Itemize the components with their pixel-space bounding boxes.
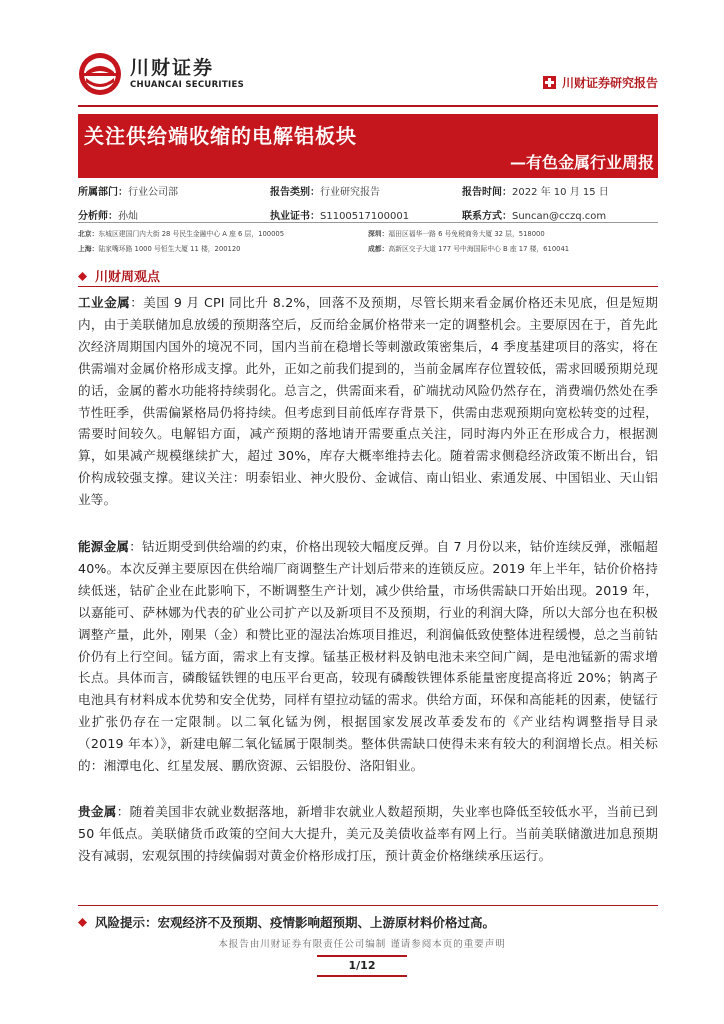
page-header xyxy=(78,48,658,100)
risk-divider xyxy=(78,905,658,906)
paragraph-precious-metals xyxy=(78,801,658,867)
address-chengdu xyxy=(368,243,569,253)
type-value: 行业研究报告 xyxy=(320,187,380,198)
analyst-field xyxy=(78,207,138,222)
cert-value: S1100517100001 xyxy=(320,211,410,222)
analyst-label: 分析师： xyxy=(78,211,118,222)
paragraph-text: ：美国 9 月 CPI 同比升 8.2%，回落不及预期，尽管长期来看金属价格还未见底，但是短期内，由于美联储加息放缓的预期落空后，反而给金属价格带来一定的调整机会。主要原因在于，首先此次经济周期国内国外的境况不同，国内当前在稳增长等刺激政策密集后，4 季度基建项目的落实，将在供需端对金属价格形成支撑。此外，正如之前我们提到的，当前金属库存位置较低，需求回暖预期兑现的话，金属的蓄水功能将持续弱化。总言之，供需面来看，矿端扰动风险仍然存在，消费端仍然处在季节性旺季，供需偏紧格局仍将持续。但考虑到目前低库存背景下，供需由悲观预期向宽松转变的过程，需要时间较久。电解铝方面，减产预期的落地请开需要重点关注，同时海内外正在形成合力，根据测算，如果减产规模继续扩大，超过 30%，库存大概率维持去化。随着需求侧稳经济政策不断出台，铝价构成较强支撑。建议关注：明泰铝业、神火股份、金诚信、南山铝业、索通发展、中国铝业、天山铝业等。 xyxy=(78,295,658,508)
address-shenzhen xyxy=(368,228,545,238)
report-subtitle: —有色金属行业周报 xyxy=(509,153,654,172)
risk-warning xyxy=(78,913,495,931)
address-shanghai xyxy=(78,243,241,253)
paragraph-text: ：随着美国非农就业数据落地，新增非农就业人数超预期，失业率也降低至较低水平，当前已到 50 年低点。美联储货币政策的空间大大提升，美元及美债收益率有网上行。当前美联储激进加息预期没有减弱，宏观氛围的持续偏弱对黄金价格形成打压，预计黄金价格继续承压运行。 xyxy=(78,804,658,863)
chengdu-label: 成都： xyxy=(368,245,389,253)
shanghai-label: 上海： xyxy=(78,245,99,253)
time-label: 报告时间： xyxy=(462,187,512,198)
shanghai-value: 陆家嘴环路 1000 号恒生大厦 11 楼，200120 xyxy=(98,245,241,253)
type-field xyxy=(270,183,380,198)
cert-label: 执业证书： xyxy=(270,211,320,222)
paragraph-label: 能源金属 xyxy=(78,539,130,554)
chuancai-logo-icon xyxy=(78,52,122,96)
shenzhen-label: 深圳： xyxy=(368,230,389,238)
address-beijing xyxy=(78,228,284,238)
page-number: 1/12 xyxy=(317,955,407,977)
chengdu-value: 高新区交子大道 177 号中海国际中心 B 座 17 楼，610041 xyxy=(388,245,570,253)
contact-field[interactable] xyxy=(462,207,606,222)
report-title: 关注供给端收缩的电解铝板块 xyxy=(84,124,357,148)
report-tag-label: 川财证券研究报告 xyxy=(561,76,658,90)
time-field xyxy=(462,183,609,198)
contact-label: 联系方式： xyxy=(462,211,512,222)
diamond-bullet-icon xyxy=(78,918,87,927)
shenzhen-value: 福田区福华一路 6 号免税商务大厦 32 层，518000 xyxy=(388,230,545,238)
analyst-value: 孙灿 xyxy=(118,211,138,222)
paragraph-energy-metals xyxy=(78,536,658,777)
paragraph-label: 贵金属 xyxy=(78,804,117,819)
risk-text: 风险提示：宏观经济不及预期、疫情影响超预期、上游原材料价格过高。 xyxy=(95,915,496,930)
beijing-label: 北京： xyxy=(78,230,99,238)
report-tag xyxy=(543,74,658,91)
contact-email-link[interactable]: Suncan@cczq.com xyxy=(512,211,607,222)
header-divider xyxy=(78,105,658,107)
brand-name-en: CHUANCAI SECURITIES xyxy=(130,80,244,90)
dept-label: 所属部门： xyxy=(78,187,128,198)
paragraph-industrial-metals xyxy=(78,292,658,511)
meta-divider xyxy=(78,222,658,223)
section-heading-text: 川财周观点 xyxy=(95,270,161,285)
dept-field xyxy=(78,183,178,198)
type-label: 报告类别： xyxy=(270,187,320,198)
diamond-bullet-icon xyxy=(78,272,87,281)
brand xyxy=(130,58,244,92)
paragraph-label: 工业金属 xyxy=(78,295,131,310)
brand-name-cn: 川财证券 xyxy=(130,57,215,79)
time-value: 2022 年 10 月 15 日 xyxy=(512,187,609,198)
cert-field xyxy=(270,207,409,222)
section-heading xyxy=(78,266,160,285)
section-divider xyxy=(78,286,658,287)
dept-value: 行业公司部 xyxy=(128,187,178,198)
title-band xyxy=(78,114,658,178)
footer-disclaimer: 本报告由川财证券有限责任公司编制 谨请参阅本页的重要声明 xyxy=(218,939,506,950)
beijing-value: 东城区建国门内大街 28 号民生金融中心 A 座 6 层，100005 xyxy=(98,230,285,238)
paragraph-text: ：钴近期受到供给端的约束，价格出现较大幅度反弹。自 7 月份以来，钴价连续反弹，涨幅超 40%。本次反弹主要原因在供给端厂商调整生产计划后带来的连锁反应。2019 年上半年，钴价价格持续低迷，钴矿企业在此影响下，不断调整生产计划，减少供给量，市场供需缺口开始出现。2019 年，以嘉能可、萨林娜为代表的矿业公司扩产以及新项目不及预期，行业的利润大降，所以大部分也在积极调整产量，此外，刚果（金）和赞比亚的湿法冶炼项目推迟，利润偏低致使整体进程缓慢，总之当前钴价仍有上行空间。锰方面，需求上有支撑。锰基正极材料及钠电池未来空间广阔，是电池锰新的需求增长点。具体而言，磷酸锰铁锂的电压平台更高，较现有磷酸铁锂体系能量密度提高将近 20%；钠离子电池具有材料成本优势和安全优势，同样有望拉动锰的需求。供给方面，环保和高能耗的因素，使锰行业扩张仍存在一定限制。以二氧化锰为例，根据国家发展改革委发布的《产业结构调整指导目录（2019 年本）》，新建电解二氧化锰属于限制类。整体供需缺口使得未来有较大的利润增长点。相关标的：湘潭电化、红星发展、鹏欣资源、云铝股份、洛阳钼业。 xyxy=(78,539,658,774)
report-tag-icon xyxy=(543,76,556,89)
